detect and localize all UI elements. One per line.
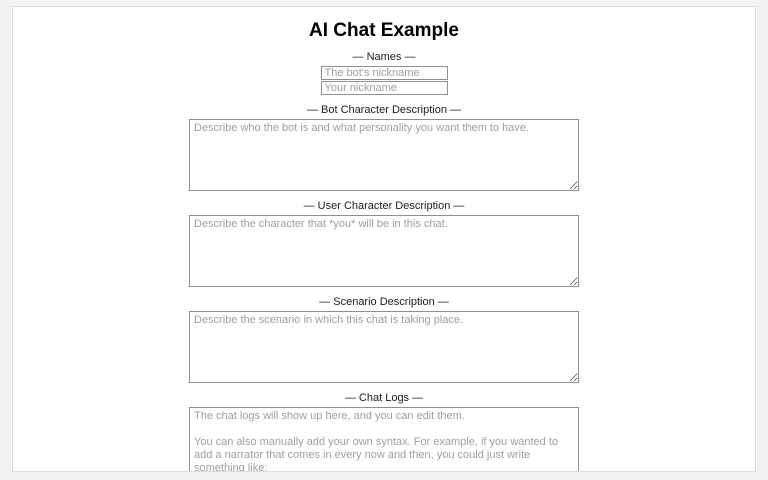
user-description-legend: — User Character Description —: [303, 200, 465, 212]
scenario-legend: — Scenario Description —: [319, 296, 449, 308]
chat-logs-legend: — Chat Logs —: [344, 392, 424, 404]
user-description-section: [189, 200, 579, 287]
names-section: [321, 51, 448, 95]
scenario-section: [189, 296, 579, 383]
names-legend: — Names —: [352, 51, 416, 63]
form-page: [12, 6, 756, 472]
bot-nickname-input[interactable]: [321, 66, 448, 80]
user-nickname-input[interactable]: [321, 81, 448, 95]
user-description-textarea[interactable]: [189, 215, 579, 287]
scenario-textarea[interactable]: [189, 311, 579, 383]
bot-description-legend: — Bot Character Description —: [306, 104, 462, 116]
bot-description-textarea[interactable]: [189, 119, 579, 191]
bot-description-section: [189, 104, 579, 191]
chat-logs-textarea[interactable]: [189, 407, 579, 472]
chat-logs-section: [189, 392, 579, 472]
page-title: AI Chat Example: [309, 20, 459, 41]
